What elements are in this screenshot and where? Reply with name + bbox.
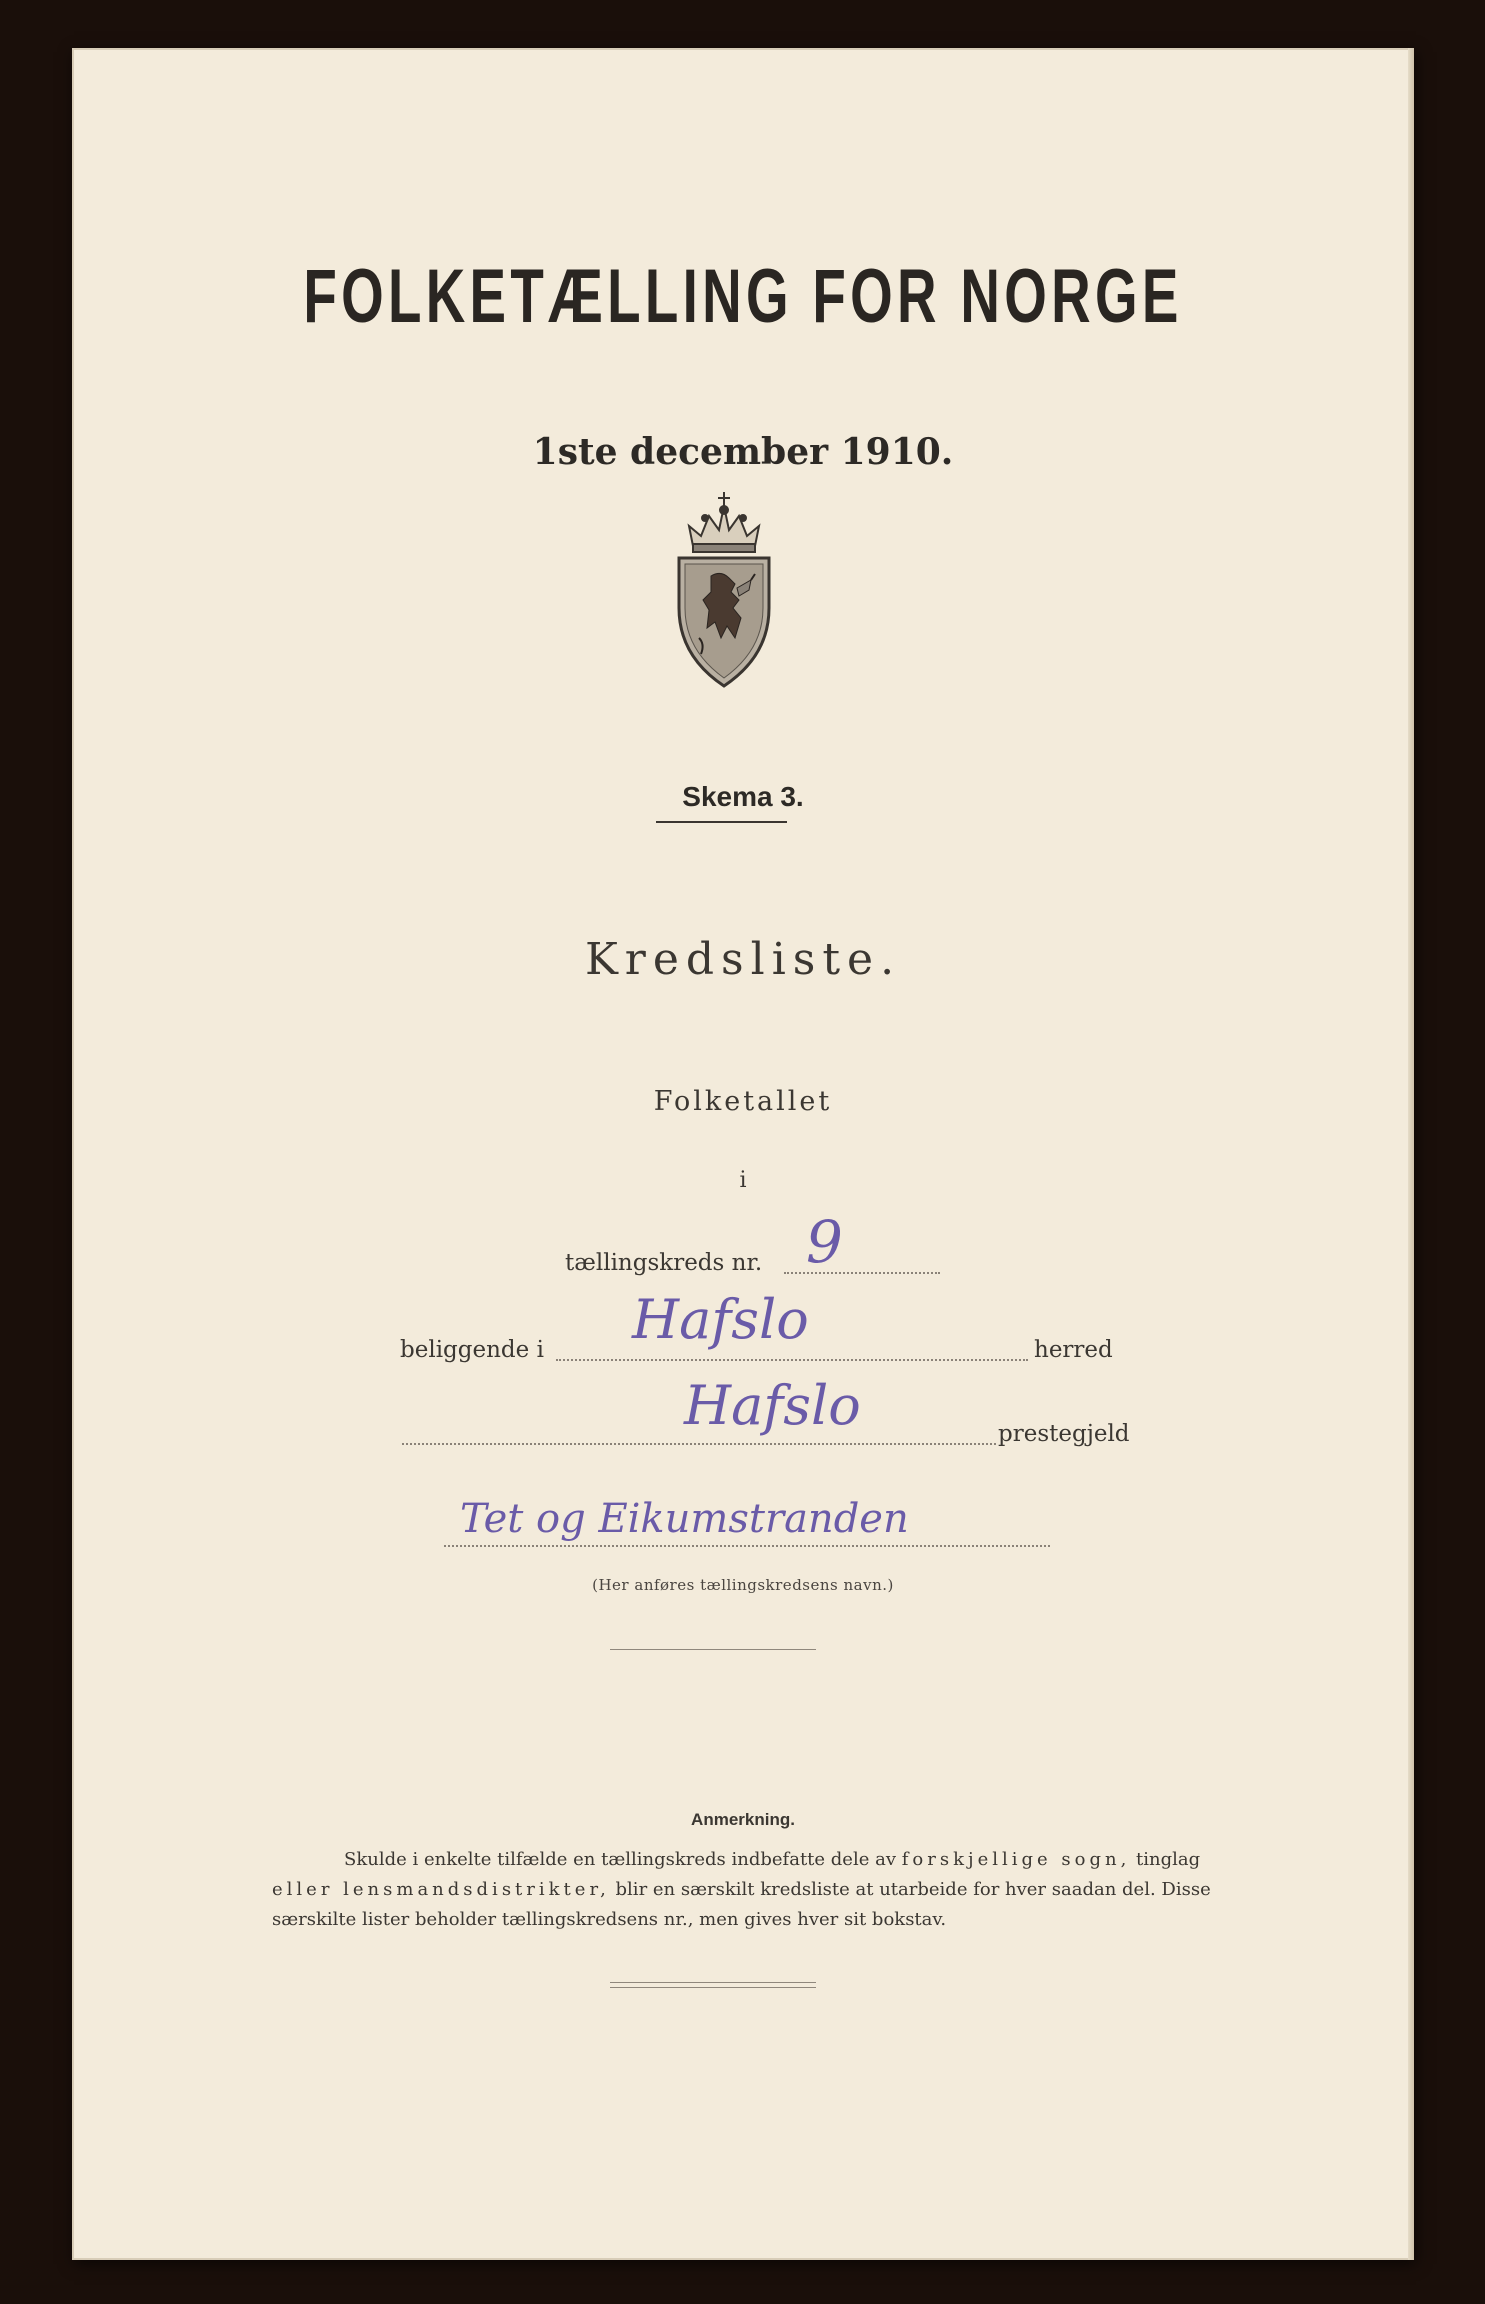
parish-line [402, 1443, 996, 1445]
intro-folketallet: Folketallet [653, 1086, 833, 1117]
parish-value: Hafslo [684, 1374, 861, 1437]
district-name-value: Tet og Eikumstranden [460, 1496, 909, 1542]
note-line-2 [272, 1875, 1307, 1905]
municipality-line [556, 1359, 1028, 1361]
note-line-1 [272, 1845, 1307, 1875]
intro-i: i [739, 1168, 747, 1193]
note-line-2-a: eller lensmandsdistrikter, [272, 1879, 610, 1900]
note-line-2-b: blir en særskilt kredsliste at utarbeide for hver saadan del. Disse [615, 1879, 1211, 1900]
page-edge [1408, 48, 1414, 2260]
district-name-caption: (Her anføres tællingskredsens navn.) [592, 1576, 894, 1594]
note-title: Anmerkning. [691, 1810, 795, 1829]
district-name-line [444, 1545, 1050, 1547]
parish-suffix: prestegjeld [998, 1421, 1130, 1447]
note-line-1-b: forskjellige sogn, [901, 1849, 1131, 1870]
section-divider [610, 1649, 816, 1650]
form-title: Kredsliste. [584, 934, 902, 985]
municipality-suffix: herred [1034, 1337, 1113, 1363]
note-line-3: særskilte lister beholder tællingskredsens nr., men gives hver sit bokstav. [272, 1909, 947, 1930]
norwegian-coat-of-arms-icon [669, 488, 779, 688]
footer-divider-2 [610, 1987, 816, 1988]
schema-label: Skema 3. [682, 781, 804, 812]
note-text [272, 1845, 1307, 1935]
municipality-label: beliggende i [400, 1337, 544, 1363]
municipality-value: Hafslo [632, 1288, 809, 1351]
census-form-page [72, 48, 1414, 2260]
district-number-label: tællingskreds nr. [565, 1250, 763, 1276]
note-line-1-a: Skulde i enkelte tilfælde en tællingskreds indbefatte dele av [344, 1849, 896, 1870]
form-main-title: FOLKETÆLLING FOR NORGE [303, 254, 1183, 339]
footer-divider-1 [610, 1982, 816, 1983]
census-date: 1ste december 1910. [532, 431, 954, 473]
note-line-1-c: tinglag [1136, 1849, 1201, 1870]
schema-underline [656, 821, 787, 823]
district-number-value: 9 [806, 1208, 843, 1276]
